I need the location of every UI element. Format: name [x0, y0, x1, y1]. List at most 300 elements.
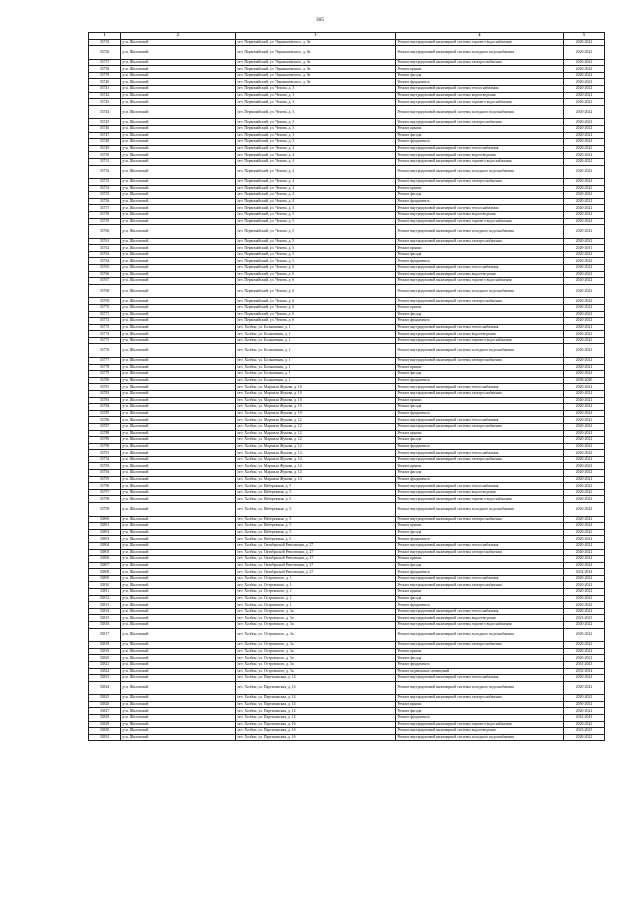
cell-address: пгт. Первомайский, ул. Чехова, д. 4 [236, 165, 396, 179]
table-row [89, 66, 605, 73]
cell-address: пгт. Холбон, ул. Набережная, д. 5 [236, 489, 396, 496]
cell-district: р-н. Шкловский [121, 364, 236, 371]
cell-work-type: Ремонт внутридомовой инженерной системы водоотведения [396, 331, 564, 338]
cell-district: р-н. Шкловский [121, 562, 236, 569]
cell-district: р-н. Шкловский [121, 450, 236, 457]
table-row [89, 721, 605, 728]
table-row [89, 311, 605, 318]
cell-period: 2020-2022 [564, 158, 605, 165]
cell-district: р-н. Шкловский [121, 125, 236, 132]
cell-work-type: Ремонт внутридомовой инженерной системы электроснабжения [396, 642, 564, 649]
cell-row-id: 33742 [89, 92, 121, 99]
cell-address: пгт. Холбон, ул. Островского, д. 1 [236, 595, 396, 602]
cell-district: р-н. Шкловский [121, 284, 236, 298]
cell-row-id: 33791 [89, 450, 121, 457]
cell-work-type: Ремонт внутридомовой инженерной системы теплоснабжения [396, 265, 564, 272]
cell-row-id: 33819 [89, 648, 121, 655]
table-row [89, 523, 605, 530]
cell-district: р-н. Шкловский [121, 39, 236, 46]
cell-work-type: Ремонт крыши [396, 430, 564, 437]
table-row [89, 655, 605, 662]
cell-address: пгт. Холбон, ул. Больничная, д. 1 [236, 377, 396, 384]
cell-row-id: 33804 [89, 542, 121, 549]
cell-work-type: Ремонт внутридомовой инженерной системы теплоснабжения [396, 483, 564, 490]
cell-work-type: Ремонт внутридомовой инженерной системы холодного водоснабжения [396, 165, 564, 179]
cell-work-type: Ремонт крыши [396, 185, 564, 192]
cell-work-type: Ремонт фасада [396, 655, 564, 662]
cell-row-id: 33821 [89, 661, 121, 668]
cell-row-id: 33809 [89, 575, 121, 582]
cell-row-id: 33739 [89, 72, 121, 79]
cell-address: пгт. Холбон, ул. Маршала Жукова, д. 14 [236, 476, 396, 483]
table-row [89, 463, 605, 470]
cell-period: 2020-2022 [564, 278, 605, 285]
cell-period: 2020-2022 [564, 364, 605, 371]
cell-period: 2020-2022 [564, 655, 605, 662]
cell-work-type: Ремонт крыши [396, 523, 564, 530]
cell-work-type: Ремонт фасада [396, 470, 564, 477]
cell-district: р-н. Шкловский [121, 99, 236, 106]
cell-district: р-н. Шкловский [121, 211, 236, 218]
table-row [89, 158, 605, 165]
cell-district: р-н. Шкловский [121, 192, 236, 199]
cell-row-id: 33748 [89, 139, 121, 146]
table-row [89, 318, 605, 325]
cell-row-id: 33795 [89, 476, 121, 483]
cell-row-id: 33823 [89, 675, 121, 682]
cell-address: пгт. Холбон, ул. Островского, д. 3а [236, 648, 396, 655]
cell-district: р-н. Шкловский [121, 404, 236, 411]
cell-row-id: 33775 [89, 337, 121, 344]
table-row [89, 404, 605, 411]
table-row [89, 344, 605, 358]
cell-district: р-н. Шкловский [121, 185, 236, 192]
cell-period: 2020-2022 [564, 211, 605, 218]
cell-work-type: Ремонт внутридомовой инженерной системы горячего водоснабжения [396, 158, 564, 165]
cell-address: пгт. Холбон, ул. Партизанская, д. 14 [236, 708, 396, 715]
cell-row-id: 33783 [89, 397, 121, 404]
cell-period: 2020-2022 [564, 179, 605, 186]
table-row [89, 377, 605, 384]
cell-address: пгт. Холбон, ул. Больничная, д. 1 [236, 364, 396, 371]
cell-district: р-н. Шкловский [121, 529, 236, 536]
cell-district: р-н. Шкловский [121, 728, 236, 735]
cell-period: 2020-2022 [564, 337, 605, 344]
cell-work-type: Ремонт внутридомовой инженерной системы холодного водоснабжения [396, 628, 564, 642]
cell-work-type: Ремонт крыши [396, 397, 564, 404]
cell-period: 2020-2022 [564, 443, 605, 450]
cell-address: пгт. Первомайский, ул. Чехова, д. 4 [236, 185, 396, 192]
cell-work-type: Ремонт фундамента [396, 318, 564, 325]
cell-row-id: 33774 [89, 331, 121, 338]
cell-district: р-н. Шкловский [121, 258, 236, 265]
cell-row-id: 33776 [89, 344, 121, 358]
cell-work-type: Ремонт фундамента [396, 79, 564, 86]
cell-district: р-н. Шкловский [121, 179, 236, 186]
cell-work-type: Ремонт внутридомовой инженерной системы водоотведения [396, 615, 564, 622]
cell-work-type: Ремонт фундамента [396, 536, 564, 543]
cell-address: пгт. Холбон, ул. Маршала Жукова, д. 10 [236, 404, 396, 411]
table-row [89, 132, 605, 139]
cell-period: 2020-2022 [564, 423, 605, 430]
cell-work-type: Ремонт внутридомовой инженерной системы теплоснабжения [396, 384, 564, 391]
cell-period: 2020-2022 [564, 708, 605, 715]
table-row [89, 443, 605, 450]
cell-district: р-н. Шкловский [121, 198, 236, 205]
cell-district: р-н. Шкловский [121, 701, 236, 708]
table-row [89, 165, 605, 179]
cell-address: пгт. Холбон, ул. Маршала Жукова, д. 12 [236, 417, 396, 424]
cell-address: пгт. Холбон, ул. Больничная, д. 1 [236, 337, 396, 344]
cell-period: 2020-2022 [564, 456, 605, 463]
cell-period: 2020-2022 [564, 86, 605, 93]
cell-row-id: 33793 [89, 463, 121, 470]
cell-district: р-н. Шкловский [121, 331, 236, 338]
cell-address: пгт. Холбон, ул. Островского, д. 3а [236, 628, 396, 642]
table-row [89, 284, 605, 298]
cell-row-id: 33750 [89, 152, 121, 159]
cell-period: 2020-2022 [564, 304, 605, 311]
cell-row-id: 33773 [89, 324, 121, 331]
cell-address: пгт. Холбон, ул. Партизанская, д. 14 [236, 675, 396, 682]
cell-row-id: 33806 [89, 556, 121, 563]
cell-work-type: Ремонт внутридомовой инженерной системы электроснабжения [396, 582, 564, 589]
cell-row-id: 33738 [89, 66, 121, 73]
cell-district: р-н. Шкловский [121, 72, 236, 79]
table-row [89, 668, 605, 675]
cell-row-id: 33782 [89, 390, 121, 397]
cell-row-id: 33778 [89, 364, 121, 371]
cell-work-type: Ремонт фундамента [396, 139, 564, 146]
table-row [89, 476, 605, 483]
cell-work-type: Ремонт внутридомовой инженерной системы электроснабжения [396, 179, 564, 186]
cell-address: пгт. Холбон, ул. Партизанская, д. 16 [236, 721, 396, 728]
table-row [89, 59, 605, 66]
cell-address: пгт. Первомайский, ул. Чехова, д. 3 [236, 132, 396, 139]
cell-period: 2020-2022 [564, 125, 605, 132]
cell-work-type: Ремонт крыши [396, 648, 564, 655]
cell-address: пгт. Первомайский, ул. Чехова, д. 5 [236, 251, 396, 258]
cell-address: пгт. Первомайский, ул. Чехова, д. 3 [236, 125, 396, 132]
cell-period: 2020-2022 [564, 648, 605, 655]
cell-work-type: Ремонт фасада [396, 371, 564, 378]
table-row [89, 648, 605, 655]
table-row [89, 562, 605, 569]
cell-period: 2020-2022 [564, 39, 605, 46]
table-row [89, 238, 605, 245]
cell-address: пгт. Первомайский, ул. Чехова, д. 5 [236, 258, 396, 265]
cell-district: р-н. Шкловский [121, 536, 236, 543]
cell-address: пгт. Холбон, ул. Больничная, д. 1 [236, 371, 396, 378]
cell-row-id: 33759 [89, 218, 121, 225]
cell-district: р-н. Шкловский [121, 423, 236, 430]
cell-address: пгт. Первомайский, ул. Чехова, д. 6 [236, 311, 396, 318]
table-row [89, 192, 605, 199]
cell-work-type: Ремонт внутридомовой инженерной системы электроснабжения [396, 298, 564, 305]
cell-period: 2020-2022 [564, 404, 605, 411]
cell-row-id: 33764 [89, 258, 121, 265]
table-row [89, 556, 605, 563]
cell-period: 2020-2022 [564, 622, 605, 629]
cell-work-type: Ремонт фундамента [396, 410, 564, 417]
cell-work-type: Ремонт внутридомовой инженерной системы водоотведения [396, 271, 564, 278]
cell-work-type: Ремонт внутридомовой инженерной системы теплоснабжения [396, 324, 564, 331]
cell-district: р-н. Шкловский [121, 265, 236, 272]
cell-address: пгт. Первомайский, ул. Чехова, д. 5 [236, 225, 396, 239]
cell-district: р-н. Шкловский [121, 648, 236, 655]
cell-address: пгт. Холбон, ул. Маршала Жукова, д. 14 [236, 456, 396, 463]
cell-row-id: 33817 [89, 628, 121, 642]
cell-district: р-н. Шкловский [121, 463, 236, 470]
cell-period: 2020-2022 [564, 344, 605, 358]
table-row [89, 258, 605, 265]
cell-district: р-н. Шкловский [121, 681, 236, 695]
cell-address: пгт. Первомайский, ул. Чехова, д. 4 [236, 158, 396, 165]
table-row [89, 92, 605, 99]
cell-row-id: 33803 [89, 536, 121, 543]
cell-row-id: 33770 [89, 304, 121, 311]
cell-period: 2020-2022 [564, 549, 605, 556]
cell-work-type: Ремонт внутридомовой инженерной системы теплоснабжения [396, 675, 564, 682]
cell-district: р-н. Шкловский [121, 714, 236, 721]
cell-period: 2020-2022 [564, 582, 605, 589]
cell-work-type: Ремонт внутридомовой инженерной системы теплоснабжения [396, 450, 564, 457]
cell-work-type: Ремонт фундамента [396, 198, 564, 205]
cell-work-type: Ремонт внутридомовой инженерной системы горячего водоснабжения [396, 337, 564, 344]
cell-work-type: Ремонт внутридомовой инженерной системы холодного водоснабжения [396, 225, 564, 239]
cell-district: р-н. Шкловский [121, 655, 236, 662]
cell-row-id: 33780 [89, 377, 121, 384]
cell-row-id: 33784 [89, 404, 121, 411]
cell-period: 2020-2022 [564, 192, 605, 199]
cell-row-id: 33807 [89, 562, 121, 569]
cell-row-id: 33824 [89, 681, 121, 695]
table-row [89, 675, 605, 682]
cell-address: пгт. Первомайский, ул. Чехова, д. 3 [236, 92, 396, 99]
cell-address: пгт. Холбон, ул. Октябрьской Революции, д. 27 [236, 556, 396, 563]
cell-district: р-н. Шкловский [121, 595, 236, 602]
cell-address: пгт. Первомайский, ул. Чехова, д. 4 [236, 192, 396, 199]
header-col-5: 5 [564, 33, 605, 40]
cell-work-type: Ремонт внутридомовой инженерной системы электроснабжения [396, 59, 564, 66]
cell-work-type: Ремонт фундамента [396, 569, 564, 576]
cell-work-type: Ремонт внутридомовой инженерной системы горячего водоснабжения [396, 99, 564, 106]
cell-district: р-н. Шкловский [121, 642, 236, 649]
table-row [89, 542, 605, 549]
cell-address: пгт. Первомайский, ул. Чернышевского, д. 9а [236, 66, 396, 73]
cell-address: пгт. Первомайский, ул. Чехова, д. 6 [236, 265, 396, 272]
table-row [89, 79, 605, 86]
cell-work-type: Ремонт фундамента [396, 258, 564, 265]
cell-district: р-н. Шкловский [121, 92, 236, 99]
cell-district: р-н. Шкловский [121, 437, 236, 444]
cell-work-type: Ремонт крыши [396, 463, 564, 470]
table-row [89, 251, 605, 258]
cell-address: пгт. Первомайский, ул. Чернышевского, д. 9а [236, 79, 396, 86]
cell-row-id: 33755 [89, 192, 121, 199]
cell-address: пгт. Холбон, ул. Островского, д. 3а [236, 661, 396, 668]
table-row [89, 608, 605, 615]
cell-address: пгт. Первомайский, ул. Чехова, д. 4 [236, 198, 396, 205]
cell-work-type: Ремонт внутридомовой инженерной системы горячего водоснабжения [396, 278, 564, 285]
cell-period: 2020-2022 [564, 92, 605, 99]
table-row [89, 390, 605, 397]
cell-period: 2020-2022 [564, 46, 605, 60]
cell-address: пгт. Первомайский, ул. Чернышевского, д. 9а [236, 59, 396, 66]
table-row [89, 569, 605, 576]
table-row [89, 575, 605, 582]
cell-address: пгт. Холбон, ул. Больничная, д. 1 [236, 324, 396, 331]
cell-district: р-н. Шкловский [121, 476, 236, 483]
cell-period: 2020-2022 [564, 503, 605, 517]
table-row [89, 39, 605, 46]
cell-district: р-н. Шкловский [121, 298, 236, 305]
cell-address: пгт. Первомайский, ул. Чехова, д. 5 [236, 218, 396, 225]
cell-district: р-н. Шкловский [121, 589, 236, 596]
cell-work-type: Ремонт внутридомовой инженерной системы теплоснабжения [396, 608, 564, 615]
cell-row-id: 33798 [89, 496, 121, 503]
cell-district: р-н. Шкловский [121, 489, 236, 496]
cell-work-type: Ремонт внутридомовой инженерной системы электроснабжения [396, 390, 564, 397]
cell-period: 2020-2022 [564, 271, 605, 278]
cell-row-id: 33777 [89, 357, 121, 364]
header-col-2: 2 [121, 33, 236, 40]
table-row [89, 185, 605, 192]
cell-district: р-н. Шкловский [121, 622, 236, 629]
cell-address: пгт. Первомайский, ул. Чехова, д. 4 [236, 179, 396, 186]
cell-address: пгт. Холбон, ул. Набережная, д. 5 [236, 483, 396, 490]
cell-work-type: Ремонт внутридомовой инженерной системы холодного водоснабжения [396, 284, 564, 298]
cell-address: пгт. Холбон, ул. Партизанская, д. 14 [236, 701, 396, 708]
cell-address: пгт. Холбон, ул. Маршала Жукова, д. 10 [236, 410, 396, 417]
cell-district: р-н. Шкловский [121, 661, 236, 668]
table-row [89, 496, 605, 503]
cell-period: 2020-2022 [564, 463, 605, 470]
cell-row-id: 33754 [89, 185, 121, 192]
cell-district: р-н. Шкловский [121, 608, 236, 615]
cell-district: р-н. Шкловский [121, 278, 236, 285]
cell-row-id: 33801 [89, 523, 121, 530]
cell-work-type: Ремонт внутридомовой инженерной системы электроснабжения [396, 549, 564, 556]
cell-period: 2020-2022 [564, 602, 605, 609]
cell-work-type: Ремонт внутридомовой инженерной системы водоотведения [396, 152, 564, 159]
cell-period: 2020-2022 [564, 218, 605, 225]
cell-address: пгт. Первомайский, ул. Чехова, д. 6 [236, 304, 396, 311]
cell-district: р-н. Шкловский [121, 158, 236, 165]
cell-district: р-н. Шкловский [121, 549, 236, 556]
cell-period: 2020-2022 [564, 589, 605, 596]
cell-work-type: Ремонт крыши [396, 701, 564, 708]
table-row [89, 337, 605, 344]
cell-period: 2020-2022 [564, 734, 605, 741]
cell-row-id: 33828 [89, 714, 121, 721]
cell-address: пгт. Холбон, ул. Островского, д. 1 [236, 575, 396, 582]
cell-row-id: 33799 [89, 503, 121, 517]
cell-row-id: 33766 [89, 271, 121, 278]
cell-period: 2020-2022 [564, 79, 605, 86]
cell-period: 2020-2022 [564, 642, 605, 649]
cell-district: р-н. Шкловский [121, 86, 236, 93]
table-row [89, 708, 605, 715]
cell-row-id: 33788 [89, 430, 121, 437]
cell-row-id: 33757 [89, 205, 121, 212]
cell-work-type: Ремонт фасада [396, 708, 564, 715]
cell-row-id: 33805 [89, 549, 121, 556]
table-row [89, 364, 605, 371]
cell-district: р-н. Шкловский [121, 59, 236, 66]
cell-district: р-н. Шкловский [121, 377, 236, 384]
table-row [89, 582, 605, 589]
cell-row-id: 33815 [89, 615, 121, 622]
cell-period: 2020-2022 [564, 331, 605, 338]
cell-period: 2020-2022 [564, 72, 605, 79]
cell-district: р-н. Шкловский [121, 417, 236, 424]
cell-period: 2020-2022 [564, 311, 605, 318]
cell-work-type: Ремонт крыши [396, 125, 564, 132]
table-row [89, 357, 605, 364]
header-row [89, 33, 605, 40]
cell-work-type: Ремонт внутридомовой инженерной системы теплоснабжения [396, 417, 564, 424]
repair-schedule-table [88, 32, 605, 741]
cell-address: пгт. Холбон, ул. Маршала Жукова, д. 14 [236, 463, 396, 470]
cell-district: р-н. Шкловский [121, 79, 236, 86]
table-row [89, 529, 605, 536]
cell-work-type: Ремонт внутридомовой инженерной системы горячего водоснабжения [396, 496, 564, 503]
cell-row-id: 33829 [89, 721, 121, 728]
cell-period: 2020-2022 [564, 608, 605, 615]
cell-address: пгт. Холбон, ул. Маршала Жукова, д. 12 [236, 443, 396, 450]
cell-row-id: 33768 [89, 284, 121, 298]
table-row [89, 86, 605, 93]
cell-work-type: Ремонт крыши [396, 589, 564, 596]
cell-district: р-н. Шкловский [121, 708, 236, 715]
cell-row-id: 33749 [89, 145, 121, 152]
cell-work-type: Ремонт внутридомовой инженерной системы теплоснабжения [396, 86, 564, 93]
cell-period: 2020-2022 [564, 265, 605, 272]
cell-work-type: Ремонт внутридомовой инженерной системы электроснабжения [396, 695, 564, 702]
header-col-4: 4 [396, 33, 564, 40]
cell-work-type: Ремонт фундамента [396, 443, 564, 450]
cell-work-type: Ремонт внутридомовой инженерной системы теплоснабжения [396, 205, 564, 212]
cell-district: р-н. Шкловский [121, 152, 236, 159]
cell-address: пгт. Холбон, ул. Маршала Жукова, д. 10 [236, 390, 396, 397]
cell-work-type: Ремонт внутридомовой инженерной системы холодного водоснабжения [396, 503, 564, 517]
cell-work-type: Ремонт внутридомовой инженерной системы электроснабжения [396, 516, 564, 523]
cell-period: 2020-2022 [564, 258, 605, 265]
cell-period: 2029-2031 [564, 245, 605, 252]
table-row [89, 125, 605, 132]
cell-period: 2032-2034 [564, 668, 605, 675]
cell-district: р-н. Шкловский [121, 628, 236, 642]
table-row [89, 304, 605, 311]
cell-work-type: Ремонт фасада [396, 72, 564, 79]
cell-row-id: 33744 [89, 105, 121, 119]
cell-period: 2020-2022 [564, 695, 605, 702]
cell-row-id: 33745 [89, 119, 121, 126]
cell-work-type: Ремонт крыши [396, 304, 564, 311]
table-row [89, 298, 605, 305]
table-row [89, 99, 605, 106]
cell-district: р-н. Шкловский [121, 582, 236, 589]
cell-period: 2020-2022 [564, 397, 605, 404]
table-row [89, 72, 605, 79]
table-row [89, 198, 605, 205]
cell-period: 2020-2022 [564, 410, 605, 417]
cell-row-id: 33810 [89, 582, 121, 589]
table-row [89, 450, 605, 457]
cell-address: пгт. Холбон, ул. Набережная, д. 5 [236, 529, 396, 536]
cell-row-id: 33830 [89, 728, 121, 735]
